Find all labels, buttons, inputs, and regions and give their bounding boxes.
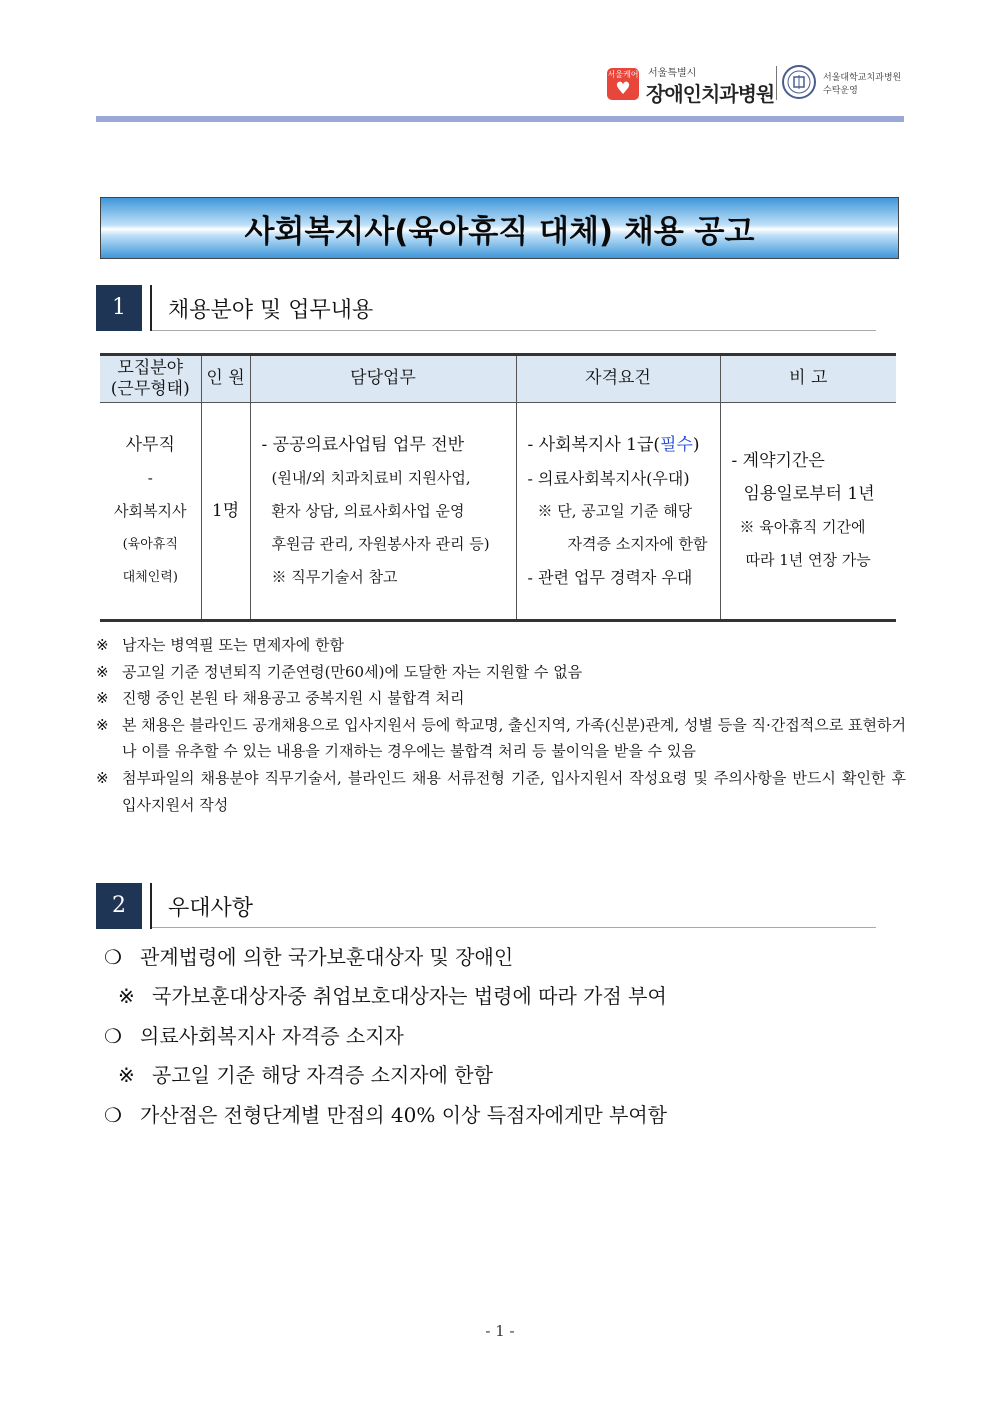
page-title: 사회복지사(육아휴직 대체) 채용 공고 [100,197,899,259]
duty-line: - 공공의료사업팀 업무 전반 [261,434,465,455]
preference-subnote [104,977,904,1016]
cell-duty [250,403,516,621]
qual-line: 자격증 소지자에 한함 [567,534,708,553]
note-line: 따라 1년 연장 가능 [745,551,871,569]
note-line: ※ 육아휴직 기간에 [739,518,866,536]
qual-line: ※ 단, 공고일 기준 해당 [537,501,693,520]
hospital-name: 장애인치과병원 [646,82,775,106]
header-note: 비 고 [720,355,896,403]
reference-mark-icon: ※ [96,636,109,654]
field-line: (육아휴직 [122,536,178,552]
circle-bullet-icon: ❍ [104,945,122,969]
circle-bullet-icon: ❍ [104,1023,122,1048]
qual-line1-prefix: - 사회복지사 1급( [527,434,661,455]
note-item [96,632,906,659]
university-name: 서울대학교치과병원 [823,73,902,83]
note-text: 진행 중인 본원 타 채용공고 중복지원 시 불합격 처리 [122,689,465,708]
page-number: - 1 - [485,1322,515,1340]
header-qualification: 자격요건 [516,355,720,403]
note-line: 임용일로부터 1년 [743,484,875,504]
duty-line: 후원금 관리, 자원봉사자 관리 등) [271,534,490,553]
preference-text: 의료사회복지사 자격증 소지자 [140,1023,404,1048]
note-text: 공고일 기준 정년퇴직 기준연령(만60세)에 도달한 자는 지원할 수 없음 [122,662,583,681]
header-duty: 담당업무 [250,355,516,403]
note-text: 남자는 병역필 또는 면제자에 한함 [122,636,344,654]
header-field-line2: (근무형태) [110,379,190,399]
care-badge-text: 서울케어 [607,70,639,79]
header-rule [96,116,904,122]
preference-item [104,1096,904,1135]
duty-line: ※ 직무기술서 참고 [271,567,398,586]
preference-text: 관계법령에 의한 국가보훈대상자 및 장애인 [140,945,514,969]
heart-icon: ♥ [615,79,631,99]
university-seal-icon [782,65,816,99]
reference-mark-icon: ※ [96,689,109,708]
note-item [96,712,906,765]
reference-mark-icon: ※ [96,768,109,787]
header-field-line1: 모집분야 [117,357,184,378]
section-2-divider [150,883,152,929]
logo-divider [776,66,777,100]
reference-mark-icon: ※ [96,662,109,681]
header-field [100,355,201,403]
qual-line1-suffix: ) [692,434,700,455]
section-2-rule [152,927,876,928]
seal-emblem-icon [784,67,814,97]
cell-count: 1명 [201,403,250,621]
preference-text: 공고일 기준 해당 자격증 소지자에 한함 [152,1063,493,1088]
operation-label: 수탁운영 [823,86,858,96]
qual-required-highlight: 필수 [660,434,693,455]
note-text: 본 채용은 블라인드 공개채용으로 입사지원서 등에 학교명, 출신지역, 가족(신분)관계, 성별 등을 직·간접적으로 표현하거나 이를 유추할 수 있는 내용을 기재하는 경우에는 불합격 처리 등 불이익을 받을 수 있음 [122,715,906,761]
cell-note [720,403,896,621]
preference-list [104,938,904,1135]
qual-line: - 관련 업무 경력자 우대 [527,567,693,587]
section-1-divider [150,285,152,331]
qual-line: - 의료사회복지사(우대) [527,468,690,488]
notes-list [96,632,906,818]
circle-bullet-icon: ❍ [104,1102,122,1127]
city-label: 서울특별시 [648,68,697,79]
reference-mark-icon: ※ [118,1063,135,1088]
table-header-row [100,355,896,403]
qual-line [518,429,719,462]
section-1-number: 1 [96,285,142,331]
seoul-care-logo [607,68,639,100]
section-2-title: 우대사항 [168,896,254,921]
duty-line: 환자 상담, 의료사회사업 운영 [271,501,465,520]
field-line: 사회복지사 [114,501,187,520]
section-1-title: 채용분야 및 업무내용 [168,298,374,323]
preference-text: 가산점은 전형단계별 만점의 40% 이상 득점자에게만 부여함 [140,1102,667,1127]
field-line: 대체인력) [122,569,178,585]
note-line: - 계약기간은 [731,451,825,471]
section-1-rule [152,330,876,331]
cell-qualification [516,403,720,621]
duty-line: (원내/외 치과치료비 지원사업, [271,468,471,487]
field-line: 사무직 [125,434,175,455]
note-item [96,765,906,818]
preference-item [104,938,904,977]
table-row [100,403,896,621]
note-item [96,685,906,712]
recruitment-table [100,353,896,622]
preference-text: 국가보훈대상자중 취업보호대상자는 법령에 따라 가점 부여 [152,984,667,1009]
reference-mark-icon: ※ [96,715,109,734]
field-line: - [147,468,153,487]
header-count: 인 원 [201,355,250,403]
preference-item [104,1017,904,1056]
note-item [96,659,906,686]
preference-subnote [104,1056,904,1095]
section-2-number: 2 [96,883,142,929]
reference-mark-icon: ※ [118,984,135,1009]
cell-field [100,403,201,621]
note-text: 첨부파일의 채용분야 직무기술서, 블라인드 채용 서류전형 기준, 입사지원서 작성요령 및 주의사항을 반드시 확인한 후 입사지원서 작성 [122,768,906,814]
